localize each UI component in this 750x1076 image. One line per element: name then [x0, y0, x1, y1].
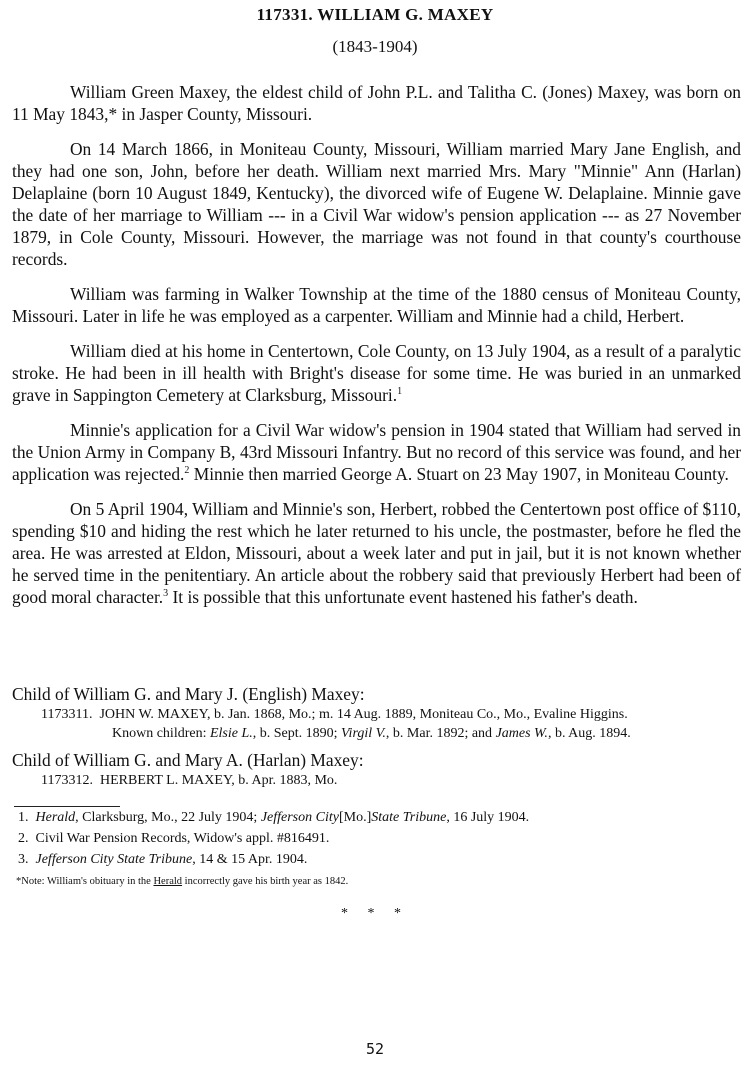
paragraph-marriages: On 14 March 1866, in Moniteau County, Missouri, William married Mary Jane English, and they had one son, John, before her death. William next married Mrs. Mary "Minnie" Ann (Harlan) Delaplaine (born 10 August 1849, Kentucky), the divorced wife of Eugene W. Delaplaine. Minnie gave the date of her marriage to William --- in a Civil War widow's pension application --- as 27 November 1879, in Cole County, Missouri. However, the marriage was not found in that county's courthouse records. — [12, 139, 741, 269]
child-group-heading: Child of William G. and Mary J. (English) Maxey: — [12, 684, 365, 704]
obituary-note-text: *Note: William's obituary in the — [16, 876, 154, 887]
child-entry-john — [12, 705, 742, 743]
footnote-source: Jefferson City — [260, 810, 339, 825]
footnote-ref-3: 3 — [163, 588, 169, 600]
paragraph-birth: William Green Maxey, the eldest child of John P.L. and Talitha C. (Jones) Maxey, was born on 11 May 1843,* in Jasper County, Missouri. — [12, 82, 741, 124]
child-number: 1173311. — [41, 707, 93, 722]
child-text: HERBERT L. MAXEY, b. Apr. 1883, Mo. — [99, 773, 338, 788]
grandchild-name: Virgil V. — [341, 726, 386, 741]
paragraph-death-text: William died at his home in Centertown, Cole County, on 13 July 1904, as a result of a paralytic stroke. He had been in ill health with Bright's disease for some time. He was buried in an unmarked grave in Sappington Cemetery at Clarksburg, Missouri. — [12, 341, 741, 405]
paragraph-census: William was farming in Walker Township at the time of the 1880 census of Moniteau County, Missouri. Later in life he was employed as a carpenter. William and Minnie had a child, Herbert. — [12, 284, 741, 326]
page-title: 117331. WILLIAM G. MAXEY — [256, 5, 494, 24]
footnote-text: , 16 July 1904. — [446, 810, 530, 825]
obituary-note-text: incorrectly gave his birth year as 1842. — [182, 876, 349, 887]
child-group-english — [12, 683, 742, 743]
grandchild-name: James W. — [495, 726, 548, 741]
obituary-note-source: Herald — [153, 876, 183, 887]
footnote-source: Jefferson City State Tribune — [35, 852, 193, 867]
page-number: 52 — [365, 1040, 385, 1058]
footnote-1 — [18, 807, 529, 828]
grandchild-name: Elsie L. — [209, 726, 253, 741]
grandchild-detail: , b. Aug. 1894. — [547, 726, 631, 741]
obituary-note — [16, 876, 348, 887]
paragraph-pension — [12, 419, 741, 485]
child-text: JOHN W. MAXEY, b. Jan. 1868, Mo.; m. 14 Aug. 1889, Moniteau Co., Mo., Evaline Higgins. — [99, 707, 628, 722]
footnote-text: , 14 & 15 Apr. 1904. — [192, 852, 308, 867]
footnote-number: 3. — [18, 852, 29, 867]
children-section — [12, 683, 742, 796]
child-number: 1173312. — [41, 773, 93, 788]
footnote-source: Herald — [35, 810, 76, 825]
paragraph-pension-text-cont: Minnie then married George A. Stuart on 23 May 1907, in Moniteau County. — [189, 464, 729, 484]
paragraph-pension-text: Minnie's application for a Civil War widow's pension in 1904 stated that William had served in the Union Army in Company B, 43rd Missouri Infantry. But no record of this service was found, and her application was rejected. — [12, 420, 741, 484]
grandchild-detail: , b. Sept. 1890; — [252, 726, 342, 741]
footnote-2 — [18, 828, 529, 849]
footnotes — [18, 807, 529, 870]
life-dates: (1843-1904) — [332, 37, 418, 56]
paragraph-robbery-text-cont: It is possible that this unfortunate event hastened his father's death. — [168, 587, 638, 607]
known-children-label: Known children: — [112, 726, 210, 741]
section-separator: * * * — [341, 906, 409, 921]
paragraph-death — [12, 340, 741, 406]
footnote-number: 2. — [18, 831, 29, 846]
child-entry-herbert — [12, 771, 742, 790]
child-group-heading: Child of William G. and Mary A. (Harlan) Maxey: — [12, 750, 364, 770]
known-children-line — [41, 724, 742, 743]
footnote-ref-1: 1 — [397, 386, 403, 398]
child-group-harlan — [12, 749, 742, 790]
footnote-text: [Mo.] — [338, 810, 372, 825]
grandchild-detail: , b. Mar. 1892; and — [385, 726, 496, 741]
biography-body — [12, 81, 741, 608]
paragraph-robbery — [12, 498, 741, 608]
footnote-source: State Tribune — [371, 810, 447, 825]
footnote-3 — [18, 849, 529, 870]
footnote-text: Civil War Pension Records, Widow's appl. #816491. — [35, 831, 330, 846]
footnote-text: , Clarksburg, Mo., 22 July 1904; — [75, 810, 261, 825]
footnote-ref-2: 2 — [184, 465, 190, 477]
paragraph-robbery-text: On 5 April 1904, William and Minnie's son, Herbert, robbed the Centertown post office of $110, spending $10 and hiding the rest which he later returned to his uncle, the postmaster, before he fled the area. He was arrested at Eldon, Missouri, about a week later and put in jail, but it is not known whether he served time in the penitentiary. An article about the robbery said that previously Herbert had been of good moral character. — [12, 499, 741, 607]
footnote-number: 1. — [18, 810, 29, 825]
